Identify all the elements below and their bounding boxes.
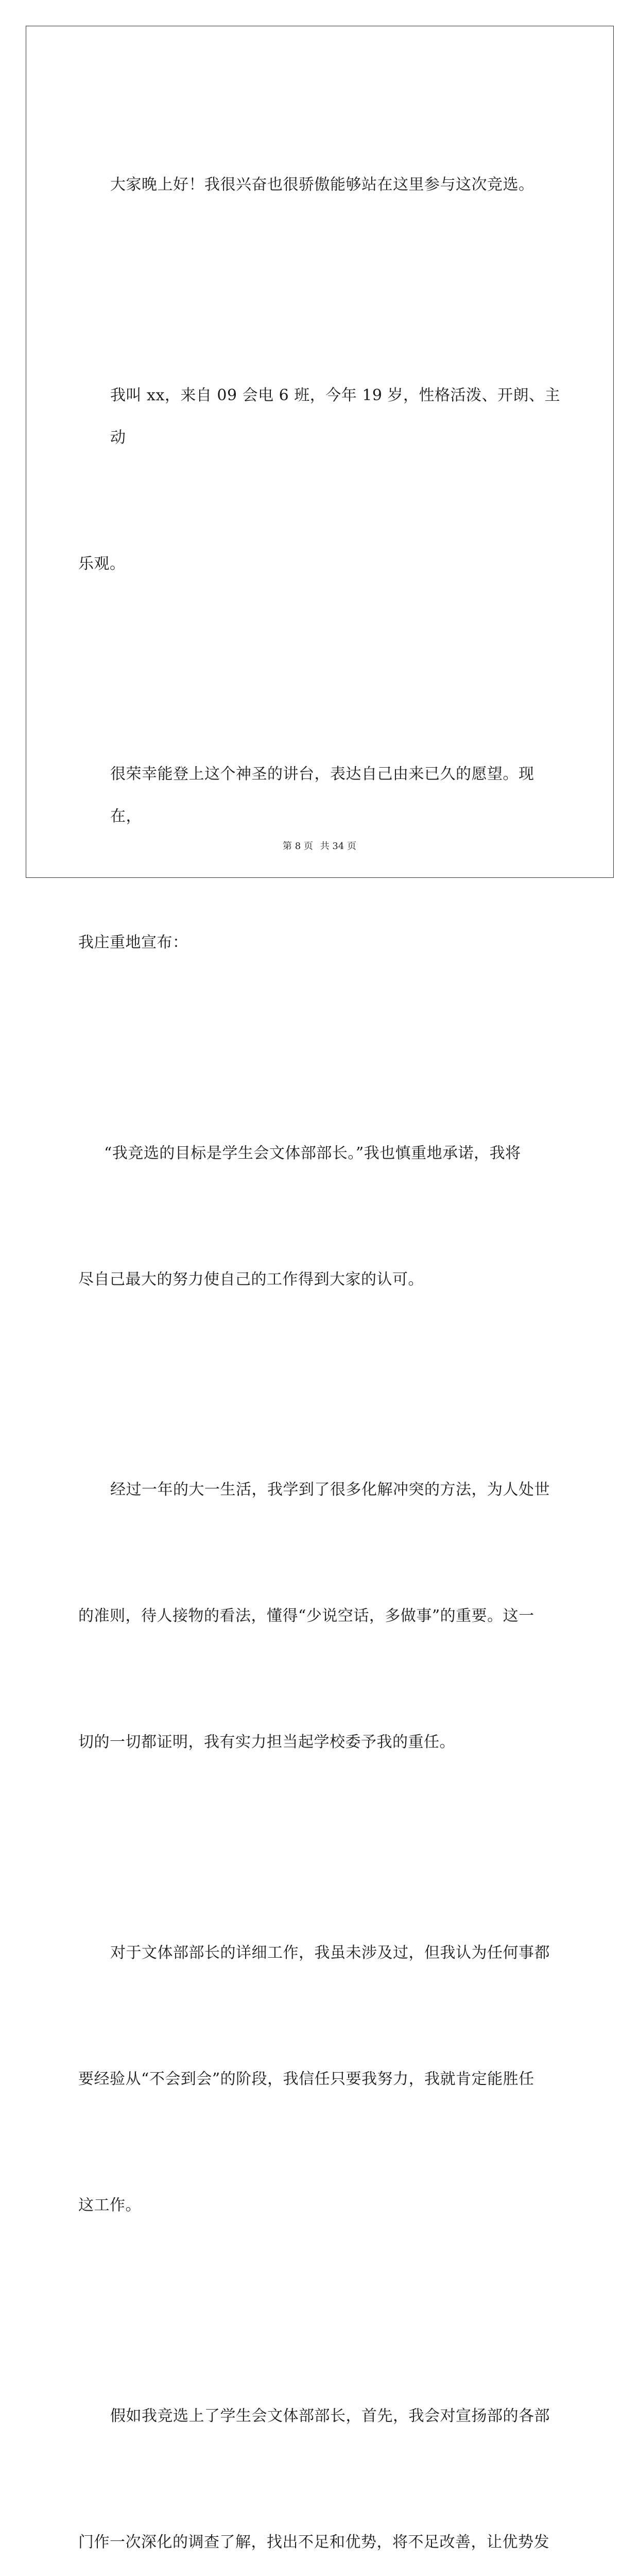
text-line: 我庄重地宣布： (78, 934, 188, 952)
text-line: 大家晚上好！我很兴奋也很骄傲能够站在这里参与这次竞选。 (110, 176, 534, 194)
text-line: 这工作。 (78, 2196, 141, 2215)
page-total: 共 34 页 (320, 841, 356, 852)
page-footer (0, 839, 639, 852)
text-line: 门作一次深化的调查了解，找出不足和优势，将不足改善，让优势发 (78, 2533, 549, 2551)
text-line: 很荣幸能登上这个神圣的讲台，表达自己由来已久的愿望。现在， (110, 765, 534, 825)
paragraph (78, 1385, 562, 1848)
text-line: 我叫 xx，来自 09 会电 6 班，今年 19 岁，性格活泼、开朗、主动 (110, 386, 561, 447)
text-line: 尽自己最大的努力使自己的工作得到大家的认可。 (78, 1270, 424, 1289)
page-number: 第 8 页 (283, 841, 313, 852)
text-line: 乐观。 (78, 554, 126, 573)
text-line: 的准则，待人接物的看法，懂得“少说空话，多做事”的重要。这一 (78, 1607, 534, 1625)
text-line: “我竞选的目标是学生会文体部部长。”我也慎重地承诺，我将 (104, 1144, 521, 1162)
paragraph (78, 2311, 562, 2576)
paragraph (78, 1048, 562, 1385)
paragraph (78, 669, 562, 1048)
paragraph (78, 291, 562, 669)
text-line: 假如我竞选上了学生会文体部部长，首先，我会对宣扬部的各部 (110, 2406, 550, 2425)
text-line: 要经验从“不会到会”的阶段，我信任只要我努力，我就肯定能胜任 (78, 2070, 534, 2089)
paragraph (78, 1848, 562, 2311)
text-line: 经过一年的大一生活，我学到了很多化解冲突的方法，为人处世 (110, 1481, 550, 1499)
text-line: 切的一切都证明，我有实力担当起学校委予我的重任。 (78, 1733, 455, 1752)
document-body (78, 80, 562, 2576)
paragraph (78, 80, 562, 291)
text-line: 对于文体部部长的详细工作，我虽未涉及过，但我认为任何事都 (110, 1943, 550, 1962)
